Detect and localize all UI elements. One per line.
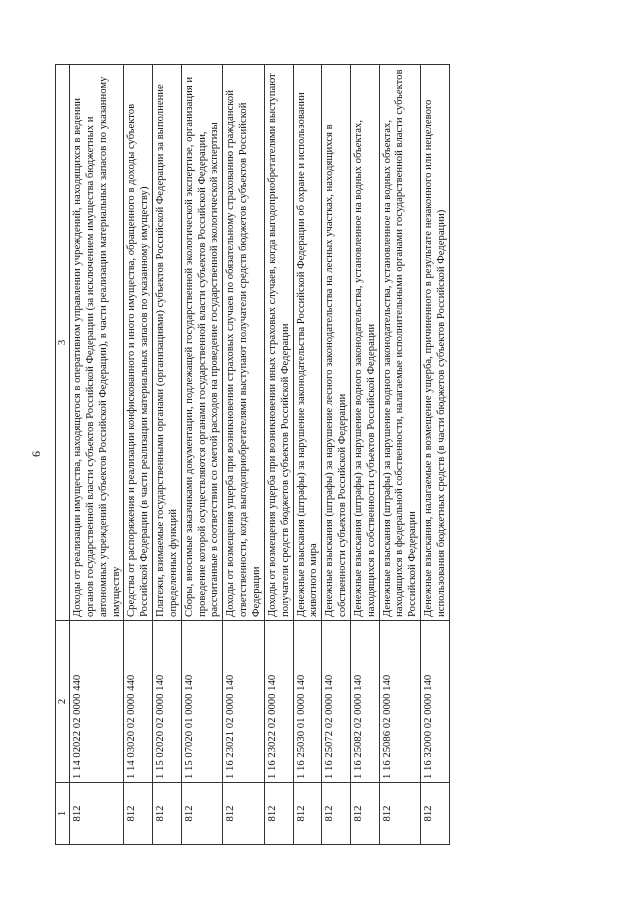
table-row bbox=[421, 65, 450, 845]
admin-code-cell: 812 bbox=[70, 783, 124, 845]
page-number: 6 bbox=[29, 451, 43, 457]
description-cell: Средства от распоряжения и реализации конфискованного и иного имущества, обращенного в доходы субъектов Российской Федерации (в части реализации материальных запасов по указанному имуществу) bbox=[124, 65, 153, 621]
revenue-code-cell: 1 16 32000 02 0000 140 bbox=[421, 621, 450, 783]
table-row bbox=[322, 65, 351, 845]
admin-code-cell: 812 bbox=[223, 783, 265, 845]
description-cell: Доходы от реализации имущества, находящегося в оперативном управлении учреждений, находящихся в ведении органов государственной власти субъектов Российской Федерации (за исключением имущества бюджетных и автономных учреждений субъектов Российской Федерации), в части реализации материальных запасов по указанному имуществу bbox=[70, 65, 124, 621]
admin-code-cell: 812 bbox=[264, 783, 293, 845]
rotated-page-content bbox=[55, 65, 580, 845]
description-cell: Денежные взыскания (штрафы) за нарушение лесного законодательства на лесных участках, находящихся в собственности субъектов Российской Федерации bbox=[322, 65, 351, 621]
description-cell: Доходы от возмещения ущерба при возникновении страховых случаев по обязательному страхованию гражданской ответственности, когда выгодоприобретателями выступают получатели средств бюджетов субъектов Российской Федерации bbox=[223, 65, 265, 621]
description-cell: Сборы, вносимые заказчиками документации, подлежащей государственной экологической экспертизе, организация и проведение которой осуществляются органами государственной власти субъектов Российской Федерации, рассчитанные в соответствии со сметой расходов на проведение государственной экологической экспертизы bbox=[181, 65, 223, 621]
admin-code-cell: 812 bbox=[350, 783, 379, 845]
description-cell: Денежные взыскания (штрафы) за нарушение водного законодательства, установленное на водных объектах, находящихся в собственности субъектов Российской Федерации bbox=[350, 65, 379, 621]
description-cell: Денежные взыскания, налагаемые в возмещение ущерба, причиненного в результате незаконного или нецелевого использования бюджетных средств (в части бюджетов субъектов Российской Федерации) bbox=[421, 65, 450, 621]
header-col-2: 2 bbox=[56, 621, 70, 783]
revenue-code-cell: 1 16 25082 02 0000 140 bbox=[350, 621, 379, 783]
table-row bbox=[70, 65, 124, 845]
admin-code-cell: 812 bbox=[421, 783, 450, 845]
revenue-code-cell: 1 16 25030 01 0000 140 bbox=[293, 621, 322, 783]
admin-code-cell: 812 bbox=[322, 783, 351, 845]
admin-code-cell: 812 bbox=[379, 783, 421, 845]
table-row bbox=[379, 65, 421, 845]
header-col-3: 3 bbox=[56, 65, 70, 621]
revenue-code-cell: 1 16 23022 02 0000 140 bbox=[264, 621, 293, 783]
revenue-code-cell: 1 15 07020 01 0000 140 bbox=[181, 621, 223, 783]
revenue-code-cell: 1 15 02020 02 0000 140 bbox=[153, 621, 182, 783]
admin-code-cell: 812 bbox=[124, 783, 153, 845]
header-row bbox=[56, 65, 70, 845]
admin-code-cell: 812 bbox=[293, 783, 322, 845]
revenue-code-cell: 1 14 03020 02 0000 440 bbox=[124, 621, 153, 783]
revenue-code-cell: 1 16 25072 02 0000 140 bbox=[322, 621, 351, 783]
table-row bbox=[264, 65, 293, 845]
description-cell: Денежные взыскания (штрафы) за нарушение водного законодательства, установленное на водных объектах, находящихся в федеральной собственности, налагаемые исполнительными органами государственной власти субъектов Российской Федерации bbox=[379, 65, 421, 621]
table-row bbox=[124, 65, 153, 845]
table-row bbox=[181, 65, 223, 845]
description-cell: Денежные взыскания (штрафы) за нарушение законодательства Российской Федерации об охране и использовании животного мира bbox=[293, 65, 322, 621]
table-row bbox=[223, 65, 265, 845]
table-row bbox=[153, 65, 182, 845]
description-cell: Доходы от возмещения ущерба при возникновении иных страховых случаев, когда выгодоприобретателями выступают получатели средств бюджетов субъектов Российской Федерации bbox=[264, 65, 293, 621]
revenue-code-cell: 1 16 25086 02 0000 140 bbox=[379, 621, 421, 783]
admin-code-cell: 812 bbox=[181, 783, 223, 845]
description-cell: Платежи, взимаемые государственными органами (организациями) субъектов Российской Федерации за выполнение определенных функций bbox=[153, 65, 182, 621]
table-row bbox=[293, 65, 322, 845]
table-row bbox=[350, 65, 379, 845]
revenue-codes-table bbox=[55, 64, 450, 845]
admin-code-cell: 812 bbox=[153, 783, 182, 845]
revenue-code-cell: 1 14 02022 02 0000 440 bbox=[70, 621, 124, 783]
revenue-code-cell: 1 16 23021 02 0000 140 bbox=[223, 621, 265, 783]
header-col-1: 1 bbox=[56, 783, 70, 845]
